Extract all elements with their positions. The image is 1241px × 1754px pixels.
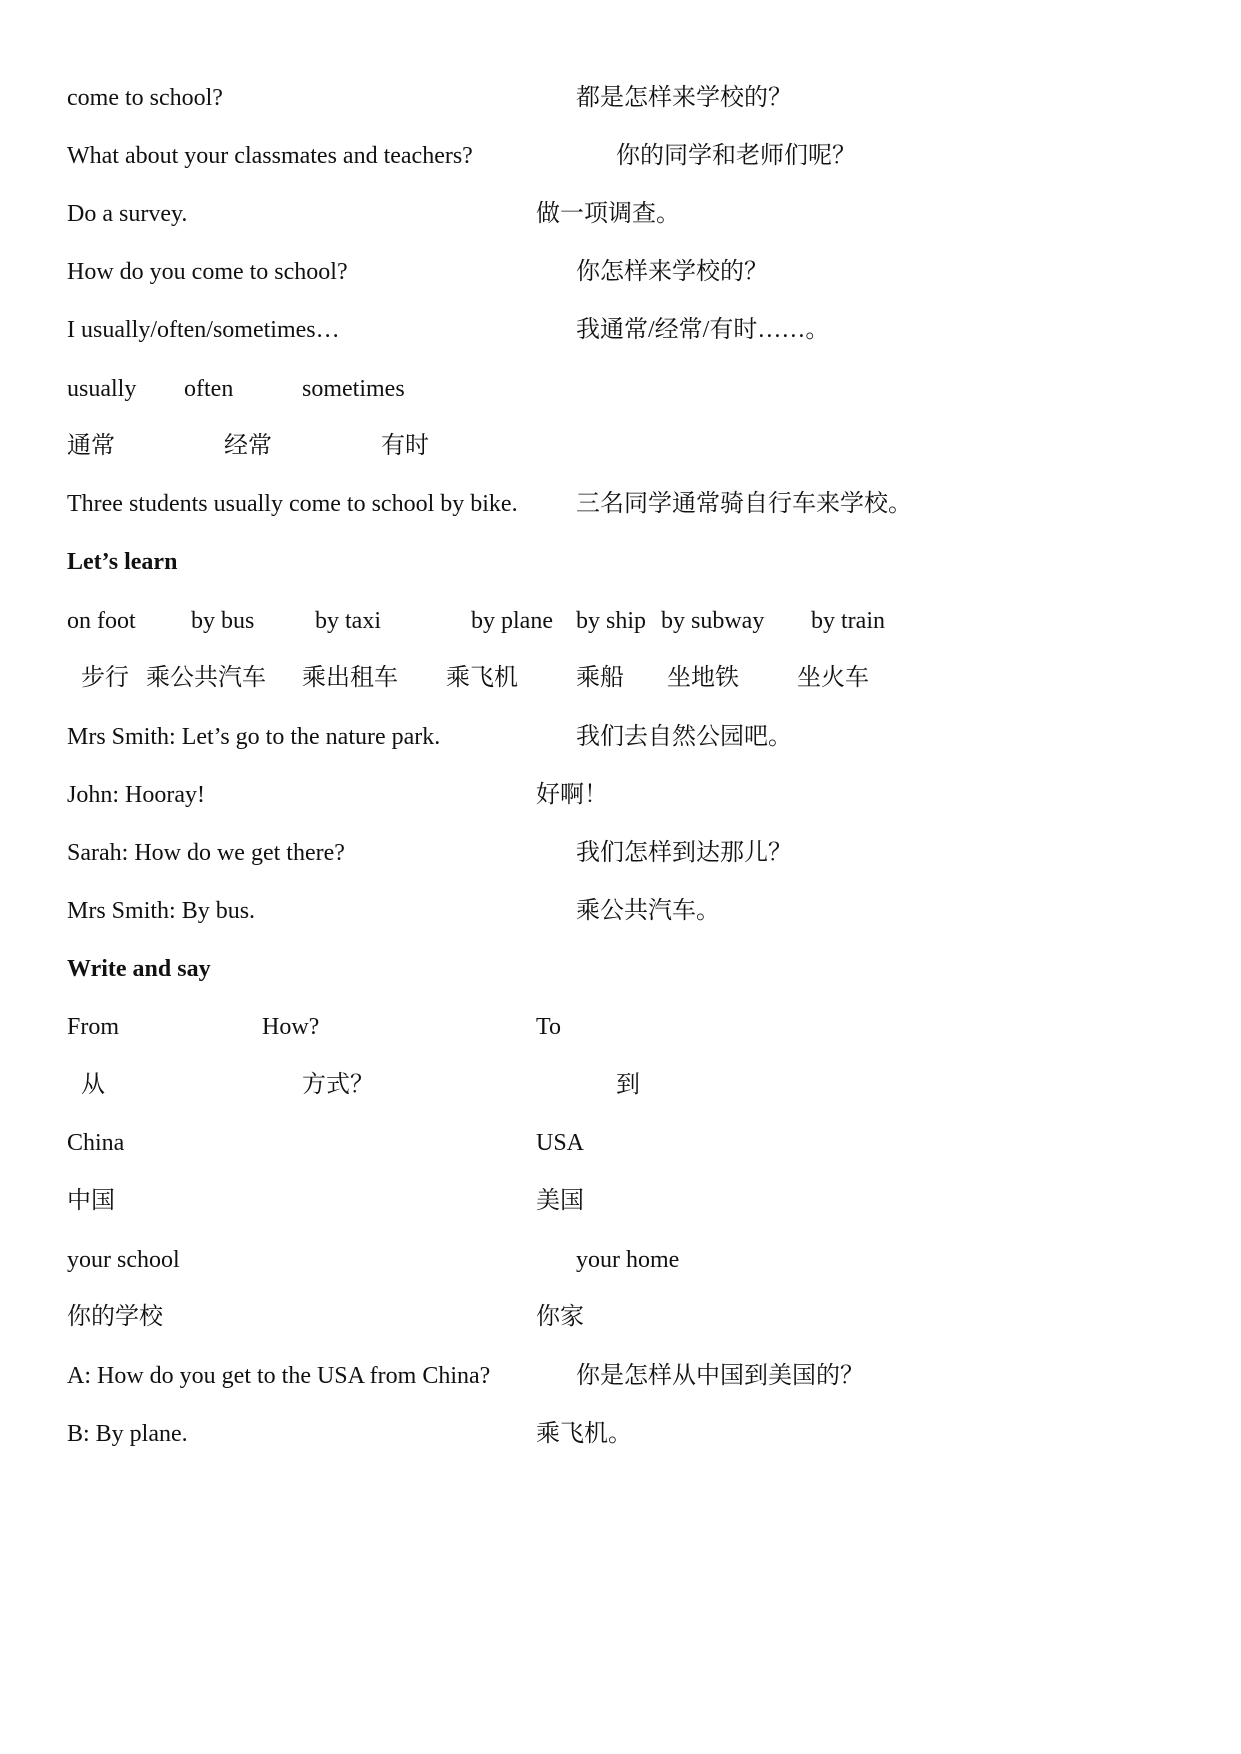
text-line-en: How do you come to school? xyxy=(67,259,348,285)
table-cell-from: your school xyxy=(67,1247,180,1273)
transport-word: by train xyxy=(811,608,885,634)
frequency-word: sometimes xyxy=(302,376,405,402)
transport-word: by ship xyxy=(576,608,647,634)
frequency-word-cn: 通常 xyxy=(67,433,115,459)
frequency-word-cn: 有时 xyxy=(381,433,429,459)
text-line-cn: 做一项调查。 xyxy=(536,201,680,227)
column-header-from: From xyxy=(67,1014,120,1040)
dialog-line-cn: 你是怎样从中国到美国的？ xyxy=(576,1363,864,1389)
transport-word: by subway xyxy=(661,608,765,634)
column-header-from-cn: 从 xyxy=(81,1072,105,1098)
dialog-line-en: Mrs Smith: By bus. xyxy=(67,898,256,924)
table-cell-from: China xyxy=(67,1130,125,1156)
text-line-en: What about your classmates and teachers? xyxy=(67,143,473,169)
section-heading-write-and-say: Write and say xyxy=(67,956,211,982)
table-cell-to: your home xyxy=(576,1247,680,1273)
transport-word: by taxi xyxy=(315,608,381,634)
dialog-line-cn: 我们去自然公园吧。 xyxy=(576,724,792,750)
text-line-cn: 你怎样来学校的？ xyxy=(576,259,768,285)
transport-word: by bus xyxy=(191,608,255,634)
transport-word: on foot xyxy=(67,608,136,634)
table-cell-from: 你的学校 xyxy=(67,1304,163,1330)
text-line-en: I usually/often/sometimes… xyxy=(67,317,340,343)
dialog-line-cn: 乘公共汽车。 xyxy=(576,898,720,924)
dialog-line-en: Mrs Smith: Let’s go to the nature park. xyxy=(67,724,441,750)
dialog-line-cn: 乘飞机。 xyxy=(536,1421,632,1447)
text-line-cn: 我通常/经常/有时……。 xyxy=(576,317,830,343)
transport-word-cn: 乘船 xyxy=(576,665,624,691)
dialog-line-en: B: By plane. xyxy=(67,1421,188,1447)
column-header-to: To xyxy=(536,1014,561,1040)
table-cell-to: 美国 xyxy=(536,1188,584,1214)
table-cell-to: 你家 xyxy=(536,1304,584,1330)
transport-word-cn: 乘飞机 xyxy=(446,665,518,691)
text-line-en: Do a survey. xyxy=(67,201,188,227)
transport-word-cn: 乘出租车 xyxy=(302,665,398,691)
text-line-en: Three students usually come to school by bike. xyxy=(67,491,518,517)
column-header-how: How? xyxy=(262,1014,320,1040)
dialog-line-cn: 好啊！ xyxy=(536,782,608,808)
column-header-to-cn: 到 xyxy=(616,1072,640,1098)
frequency-word: often xyxy=(184,376,234,402)
text-line-cn: 三名同学通常骑自行车来学校。 xyxy=(576,491,912,517)
text-line-cn: 都是怎样来学校的？ xyxy=(576,85,792,111)
transport-word: by plane xyxy=(471,608,553,634)
transport-word-cn: 坐火车 xyxy=(797,665,869,691)
frequency-word: usually xyxy=(67,376,137,402)
dialog-line-en: John: Hooray! xyxy=(67,782,205,808)
transport-word-cn: 步行 xyxy=(81,665,129,691)
table-cell-from: 中国 xyxy=(67,1188,115,1214)
dialog-line-en: Sarah: How do we get there? xyxy=(67,840,345,866)
text-line-en: come to school? xyxy=(67,85,223,111)
transport-word-cn: 坐地铁 xyxy=(667,665,739,691)
column-header-how-cn: 方式？ xyxy=(302,1072,374,1098)
dialog-line-en: A: How do you get to the USA from China? xyxy=(67,1363,491,1389)
text-line-cn: 你的同学和老师们呢？ xyxy=(616,143,856,169)
transport-word-cn: 乘公共汽车 xyxy=(146,665,266,691)
frequency-word-cn: 经常 xyxy=(224,433,272,459)
table-cell-to: USA xyxy=(536,1130,585,1156)
dialog-line-cn: 我们怎样到达那儿？ xyxy=(576,840,792,866)
section-heading-lets-learn: Let’s learn xyxy=(67,549,178,575)
